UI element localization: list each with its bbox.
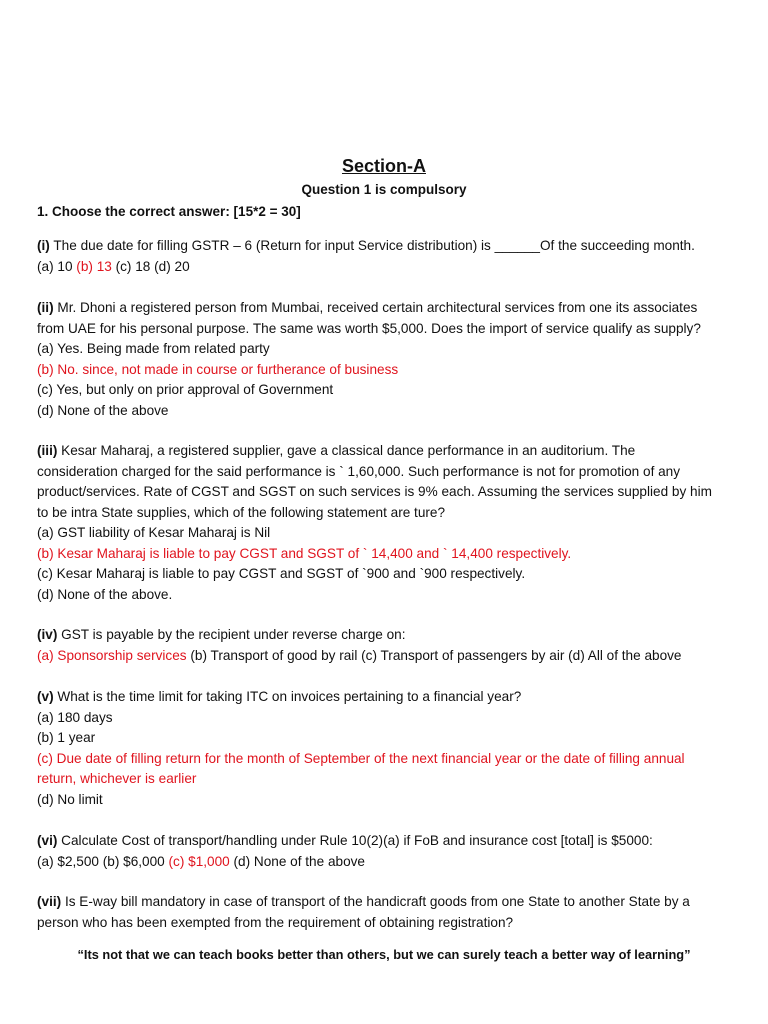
option: (c) Yes, but only on prior approval of Government (37, 382, 334, 397)
question-iv (37, 625, 737, 666)
question-number: (i) (37, 238, 50, 253)
correct-option: (a) Sponsorship services (37, 647, 187, 663)
question-vii-line: person who has been exempted from the requirement of obtaining registration? (37, 914, 514, 930)
correct-option: (c) $1,000 (168, 853, 230, 869)
footer-quote: “Its not that we can teach books better than others, but we can surely teach a better way of learning” (77, 947, 691, 962)
question-ii-line: from UAE for his personal purpose. The same was worth $5,000. Does the import of service qualify as supply? (37, 320, 701, 336)
question-instruction: 1. Choose the correct answer: [15*2 = 30] (37, 204, 301, 219)
question-ii-line (37, 298, 737, 319)
option: (d) None of the above (229, 853, 365, 869)
correct-option: (b) 13 (76, 258, 112, 274)
question-number: (iv) (37, 627, 58, 642)
question-iii-line: product/services. Rate of CGST and SGST on such services is 9% each. Assuming the services supplied by him (37, 484, 712, 499)
option: (a) 10 (37, 258, 77, 274)
option: (c) Kesar Maharaj is liable to pay CGST and SGST of `900 and `900 respectively. (37, 566, 526, 581)
question-number: (iii) (37, 443, 58, 458)
option: (a) 180 days (37, 709, 113, 725)
question-text: Calculate Cost of transport/handling under Rule 10(2)(a) if FoB and insurance cost [total] is $5000: (57, 833, 653, 848)
correct-option: (c) Due date of filling return for the month of September of the next financial year or the date of filling annual (37, 750, 685, 766)
question-ii (37, 298, 737, 421)
question-v-text (37, 687, 737, 708)
correct-option: (b) Kesar Maharaj is liable to pay CGST and SGST of ` 14,400 and ` 14,400 respectively. (37, 545, 572, 561)
question-iii-line (37, 441, 737, 462)
correct-option-continued: return, whichever is earlier (37, 771, 197, 786)
question-vi-options (37, 852, 737, 873)
option: (a) $2,500 (b) $6,000 (37, 853, 169, 869)
question-i-options (37, 257, 737, 278)
question-text: GST is payable by the recipient under reverse charge on: (57, 627, 406, 642)
section-title: Section-A (341, 156, 426, 176)
question-vi-text (37, 831, 737, 852)
option: (d) None of the above. (37, 586, 173, 602)
question-number: (ii) (37, 300, 54, 315)
question-text: Mr. Dhoni a registered person from Mumbai, received certain architectural services from one its associates (53, 300, 698, 315)
option: (a) GST liability of Kesar Maharaj is Nil (37, 525, 271, 540)
question-i (37, 236, 737, 277)
question-number: (vi) (37, 833, 58, 848)
question-vi (37, 831, 737, 872)
option: (d) No limit (37, 791, 103, 807)
correct-option: (b) No. since, not made in course or furtherance of business (37, 361, 399, 377)
option: (c) 18 (d) 20 (111, 258, 190, 274)
option: (a) Yes. Being made from related party (37, 341, 270, 356)
question-text: The due date for filling GSTR – 6 (Return for input Service distribution) is ______Of the succeeding month. (49, 238, 695, 253)
question-i-text (37, 236, 737, 257)
question-iii (37, 441, 737, 605)
question-iii-line: to be intra State supplies, which of the following statement are ture? (37, 504, 446, 520)
section-subtitle: Question 1 is compulsory (301, 182, 467, 197)
question-vii (37, 892, 737, 933)
question-iv-options (37, 646, 737, 667)
question-text: Kesar Maharaj, a registered supplier, gave a classical dance performance in an auditorium. The (57, 443, 636, 458)
question-number: (vii) (37, 894, 62, 909)
question-iii-line: consideration charged for the said performance is ` 1,60,000. Such performance is not for promotion of any (37, 463, 681, 479)
question-text: Is E-way bill mandatory in case of transport of the handicraft goods from one State to another State by a (61, 894, 690, 909)
question-iv-text (37, 625, 737, 646)
option: (b) 1 year (37, 730, 96, 745)
question-v (37, 687, 737, 810)
question-number: (v) (37, 689, 54, 704)
question-vii-line (37, 892, 737, 913)
option: (b) Transport of good by rail (c) Transport of passengers by air (d) All of the above (186, 647, 682, 663)
question-text: What is the time limit for taking ITC on invoices pertaining to a financial year? (53, 689, 522, 704)
option: (d) None of the above (37, 402, 169, 418)
